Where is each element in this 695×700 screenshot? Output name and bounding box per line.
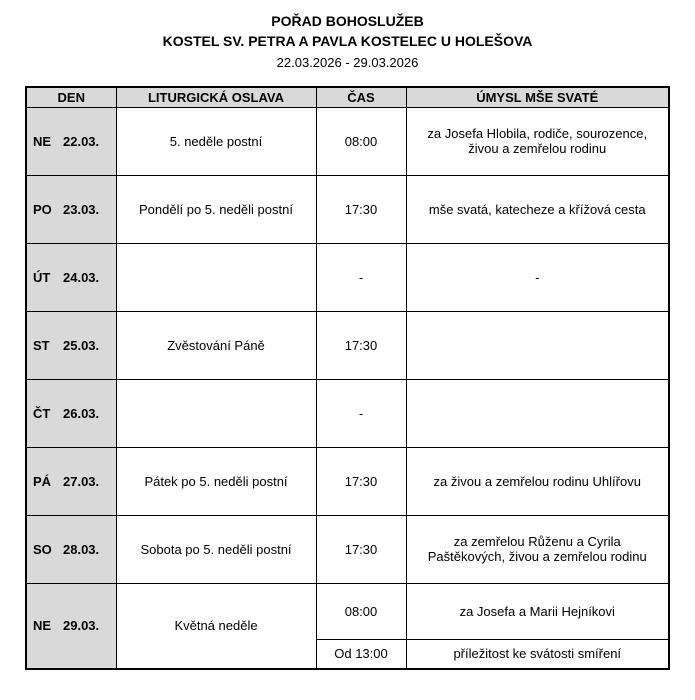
- celebration-cell: Pondělí po 5. neděli postní: [116, 175, 316, 243]
- celebration-cell: [116, 379, 316, 447]
- doc-title: POŘAD BOHOSLUŽEB: [271, 13, 424, 29]
- day-date: 27.03.: [63, 473, 100, 489]
- celebration-cell: Pátek po 5. neděli postní: [116, 447, 316, 515]
- time-cell: 08:00: [316, 107, 406, 175]
- day-cell: [26, 107, 116, 175]
- time-cell: 17:30: [316, 447, 406, 515]
- day-date: 29.03.: [63, 618, 100, 634]
- celebration-cell: Květná neděle: [116, 583, 316, 669]
- table-row: [26, 175, 669, 243]
- intention-cell: za živou a zemřelou rodinu Uhlířovu: [406, 447, 669, 515]
- column-header-liturgicka-oslava: LITURGICKÁ OSLAVA: [116, 87, 316, 107]
- day-cell: [26, 583, 116, 669]
- time-cell: -: [316, 379, 406, 447]
- intention-cell: za zemřelou Růženu a Cyrila Paštěkových, živou a zemřelou rodinu: [406, 515, 669, 583]
- intention-cell: [406, 379, 669, 447]
- day-abbr: NE: [33, 618, 52, 634]
- day-date: 26.03.: [63, 405, 100, 421]
- celebration-cell: 5. neděle postní: [116, 107, 316, 175]
- day-date: 28.03.: [63, 541, 100, 557]
- day-date: 23.03.: [63, 201, 100, 217]
- table-row: [26, 447, 669, 515]
- time-cell: 17:30: [316, 311, 406, 379]
- time-cell: 08:00: [316, 583, 406, 639]
- day-cell: [26, 447, 116, 515]
- celebration-cell: Sobota po 5. neděli postní: [116, 515, 316, 583]
- table-row: [26, 107, 669, 175]
- day-abbr: PO: [33, 201, 52, 217]
- table-row: [26, 379, 669, 447]
- intention-cell: mše svatá, katecheze a křížová cesta: [406, 175, 669, 243]
- intention-cell: [406, 311, 669, 379]
- column-header-umysl-mse-svate: ÚMYSL MŠE SVATÉ: [406, 87, 669, 107]
- doc-date-range: 22.03.2026 - 29.03.2026: [276, 55, 419, 70]
- day-cell: [26, 311, 116, 379]
- intention-cell: za Josefa a Marii Hejníkovi: [406, 583, 669, 639]
- day-abbr: ST: [33, 337, 50, 353]
- day-abbr: NE: [33, 133, 52, 149]
- day-abbr: SO: [33, 541, 52, 557]
- day-date: 22.03.: [63, 133, 100, 149]
- intention-cell: příležitost ke svátosti smíření: [406, 639, 669, 669]
- celebration-cell: Zvěstování Páně: [116, 311, 316, 379]
- day-abbr: PÁ: [33, 473, 52, 489]
- celebration-cell: [116, 243, 316, 311]
- table-row: [26, 311, 669, 379]
- day-abbr: ČT: [33, 405, 51, 421]
- time-cell: 17:30: [316, 515, 406, 583]
- column-header-den: DEN: [26, 87, 116, 107]
- day-cell: [26, 515, 116, 583]
- intention-cell: za Josefa Hlobila, rodiče, sourozence, živou a zemřelou rodinu: [406, 107, 669, 175]
- day-date: 24.03.: [63, 269, 100, 285]
- header-row: [26, 87, 669, 107]
- time-cell: Od 13:00: [316, 639, 406, 669]
- day-cell: [26, 175, 116, 243]
- table-row: [26, 515, 669, 583]
- day-cell: [26, 379, 116, 447]
- schedule-table: [25, 86, 670, 670]
- day-abbr: ÚT: [33, 269, 51, 285]
- day-cell: [26, 243, 116, 311]
- time-cell: -: [316, 243, 406, 311]
- table-row: [26, 243, 669, 311]
- time-cell: 17:30: [316, 175, 406, 243]
- doc-subtitle: KOSTEL SV. PETRA A PAVLA KOSTELEC U HOLEŠOVA: [162, 33, 533, 49]
- day-date: 25.03.: [63, 337, 100, 353]
- intention-cell: -: [406, 243, 669, 311]
- table-row: [26, 583, 669, 639]
- column-header-cas: ČAS: [316, 87, 406, 107]
